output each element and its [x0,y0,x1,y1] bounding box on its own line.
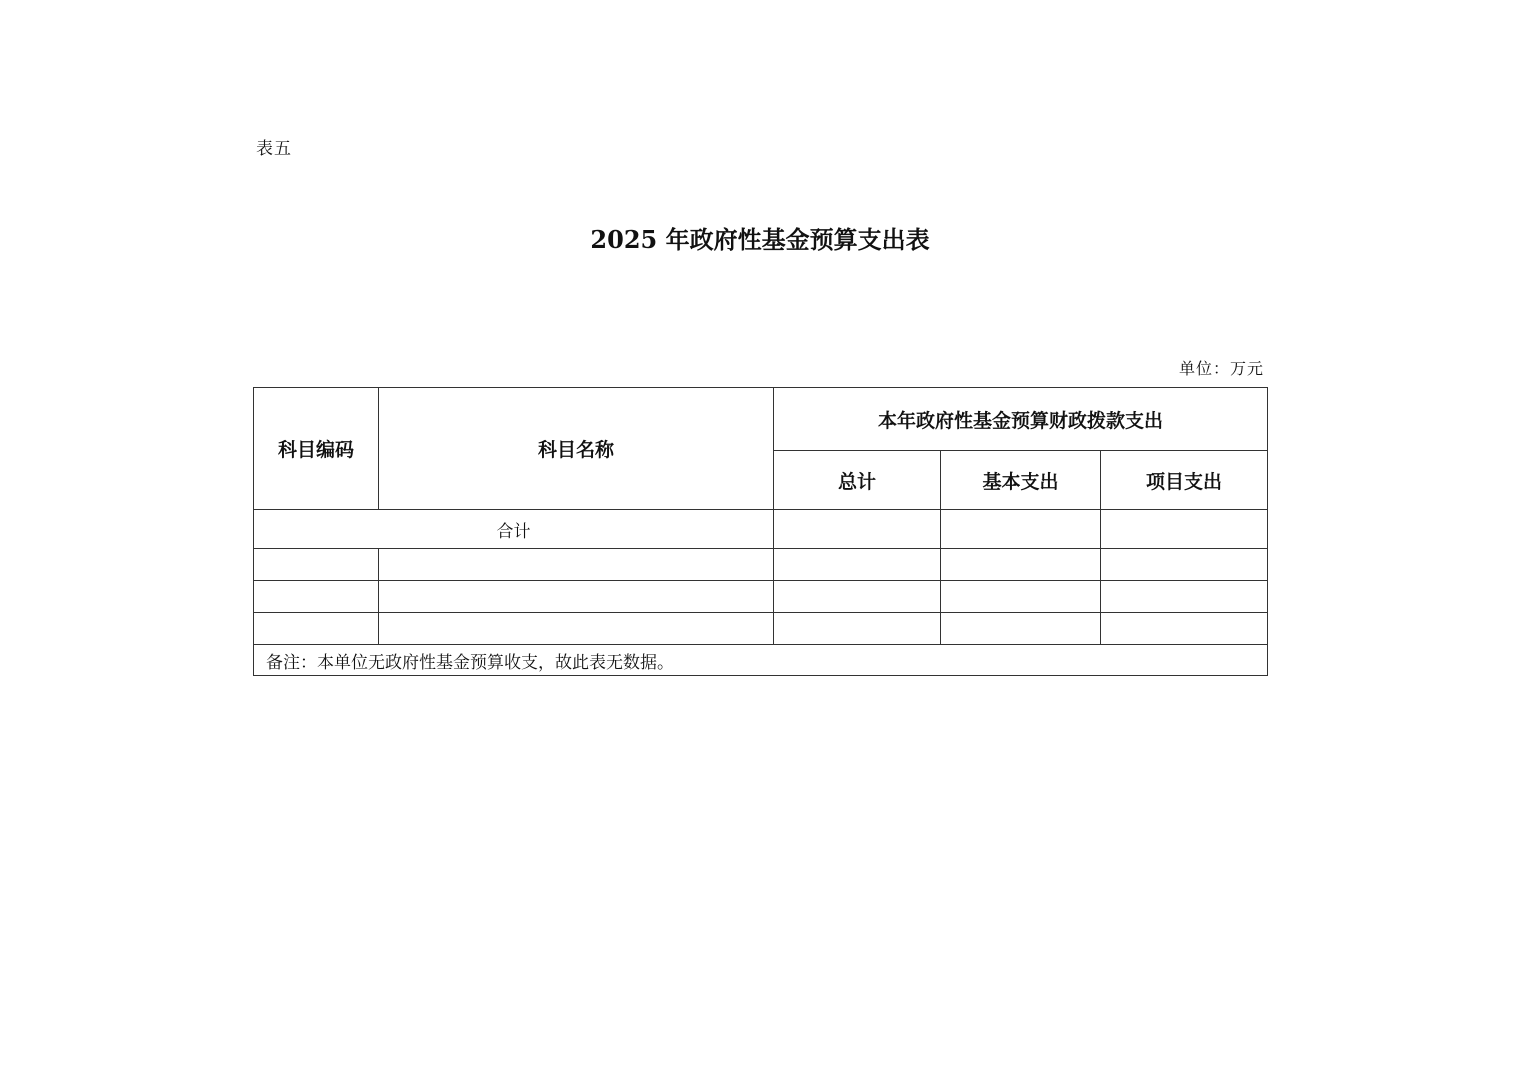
subject-code-cell [254,581,379,613]
header-subject-name: 科目名称 [379,388,774,510]
header-row-1 [254,388,1268,451]
subject-code-cell [254,613,379,645]
total-cell [774,613,941,645]
total-row-total-cell [774,510,941,549]
table-row [254,613,1268,645]
table-note: 备注：本单位无政府性基金预算收支，故此表无数据。 [254,645,1268,676]
table-number-label: 表五 [256,139,292,159]
header-project-expenditure: 项目支出 [1101,451,1268,510]
basic-expenditure-cell [941,581,1101,613]
total-row-label: 合计 [254,510,774,549]
project-expenditure-cell [1101,581,1268,613]
total-row-basic-cell [941,510,1101,549]
total-row-project-cell [1101,510,1268,549]
subject-name-cell [379,613,774,645]
page-title: 2025 年政府性基金预算支出表 [590,225,930,254]
header-appropriation-group: 本年政府性基金预算财政拨款支出 [774,388,1268,451]
header-subject-code: 科目编码 [254,388,379,510]
budget-expenditure-table [253,387,1268,676]
subject-code-cell [254,549,379,581]
total-cell [774,549,941,581]
table-row [254,581,1268,613]
unit-label: 单位：万元 [1178,359,1264,378]
project-expenditure-cell [1101,613,1268,645]
subject-name-cell [379,581,774,613]
basic-expenditure-cell [941,613,1101,645]
total-cell [774,581,941,613]
total-row [254,510,1268,549]
table-row [254,549,1268,581]
basic-expenditure-cell [941,549,1101,581]
header-total: 总计 [774,451,941,510]
note-row [254,645,1268,676]
subject-name-cell [379,549,774,581]
project-expenditure-cell [1101,549,1268,581]
header-basic-expenditure: 基本支出 [941,451,1101,510]
